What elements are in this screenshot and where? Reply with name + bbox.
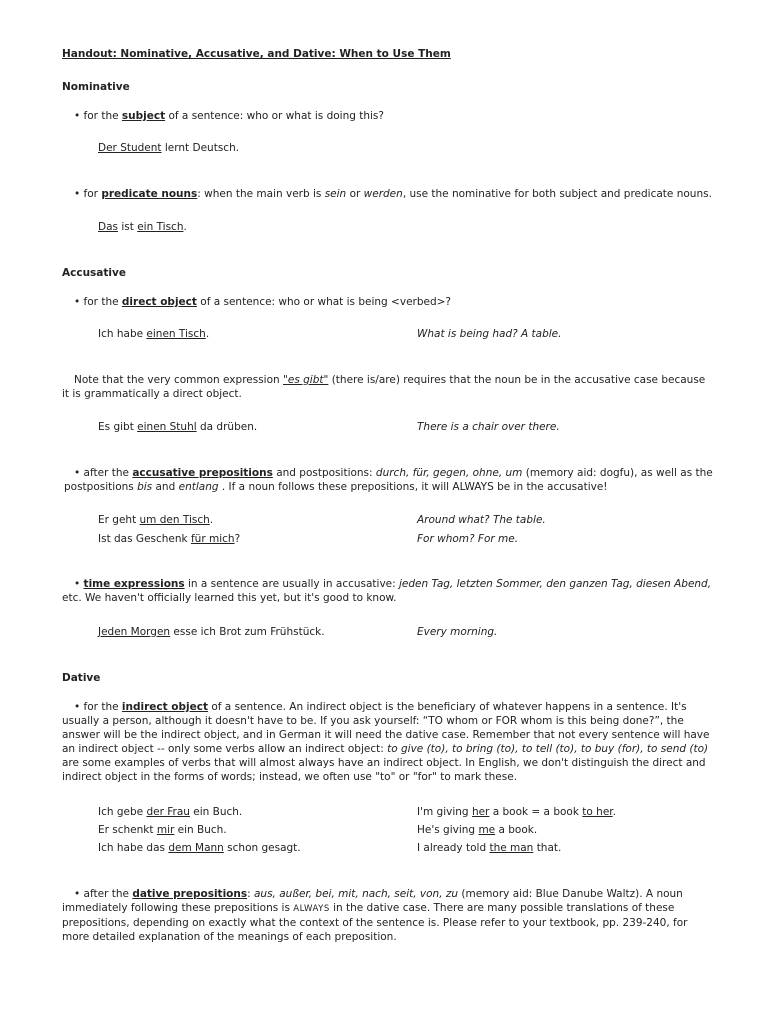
text: or — [349, 188, 361, 200]
example-text: ein Buch. — [193, 806, 243, 818]
example-text: lernt Deutsch. — [164, 142, 240, 154]
example-highlight: einen Tisch — [146, 328, 206, 340]
term-accusative-prepositions: accusative prepositions — [132, 467, 273, 479]
example-das-ist — [98, 220, 187, 234]
word-werden: werden — [363, 188, 403, 200]
section-heading-dative: Dative — [62, 672, 101, 684]
bullet-glyph: • — [74, 296, 81, 308]
example-highlight: Der Student — [98, 142, 162, 154]
bullet-glyph: • — [74, 578, 81, 590]
term-time-expressions: time expressions — [83, 578, 185, 590]
bullet-glyph: • — [74, 888, 81, 900]
time-examples: jeden Tag, letzten Sommer, den ganzen Tag, diesen Abend, — [399, 578, 712, 590]
term-direct-object: direct object — [121, 296, 197, 308]
text: for the — [83, 110, 119, 122]
example-highlight: einen Stuhl — [137, 421, 197, 433]
bullet-glyph: • — [74, 188, 81, 200]
term-indirect-object: indirect object — [121, 701, 208, 713]
text: for — [83, 188, 98, 200]
example-highlight: der Frau — [146, 806, 190, 818]
term-dative-prepositions: dative prepositions — [132, 888, 248, 900]
text: Note that the very common expression — [74, 374, 280, 386]
translation: What is being had? A table. — [417, 328, 562, 340]
example-text: schon gesagt. — [227, 842, 301, 854]
example-geschenk — [98, 532, 240, 546]
translation: Around what? The table. — [417, 514, 546, 526]
example-er-geht — [98, 513, 213, 527]
word-bis: bis — [137, 481, 153, 493]
example-ich-gebe — [98, 805, 242, 819]
text: of a sentence: who or what is being <verbed>? — [200, 296, 452, 308]
example-text: . — [183, 221, 187, 233]
preposition-list: durch, für, gegen, ohne, um — [375, 467, 523, 479]
text: in the dative case. There are many possible translations of these prepositions, depending on exactly what the context of the sentence is. Please refer to your textbook, pp. 239-240, for more detailed explanation of the meanings of each preposition. — [62, 902, 688, 943]
text: and — [155, 481, 176, 493]
page-title: Handout: Nominative, Accusative, and Dative: When to Use Them — [62, 48, 451, 60]
accusative-bullet-time-expressions — [62, 577, 712, 605]
example-text: Es gibt — [98, 421, 134, 433]
translation: There is a chair over there. — [417, 421, 560, 433]
text: : when the main verb is — [197, 188, 322, 200]
nominative-bullet-predicate — [74, 187, 724, 201]
es-gibt-quote: "es gibt" — [283, 374, 329, 386]
example-text: Ich habe — [98, 328, 144, 340]
translation: For whom? For me. — [417, 533, 519, 545]
verb-examples: to give (to), to bring (to), to tell (to), to buy (for), to send (to) — [387, 743, 709, 755]
bullet-glyph: • — [74, 467, 81, 479]
term-subject: subject — [121, 110, 166, 122]
text: in a sentence are usually in accusative: — [187, 578, 396, 590]
example-highlight: Das — [98, 221, 118, 233]
translation: I'm giving her a book = a book to her. — [417, 806, 616, 818]
example-text: Er schenkt — [98, 824, 154, 836]
example-text: Ich gebe — [98, 806, 144, 818]
example-highlight: um den Tisch — [139, 514, 210, 526]
example-highlight: mir — [156, 824, 175, 836]
example-jeden-morgen — [98, 625, 325, 639]
text: (memory aid: dogfu), as well as the postpositions — [64, 467, 713, 493]
example-text: da drüben. — [200, 421, 258, 433]
bullet-glyph: • — [74, 110, 81, 122]
example-er-schenkt — [98, 823, 227, 837]
example-text: Ich habe das — [98, 842, 165, 854]
translation: He's giving me a book. — [417, 824, 538, 836]
example-highlight: dem Mann — [168, 842, 224, 854]
example-highlight: Jeden Morgen — [98, 626, 171, 638]
example-highlight: für mich — [190, 533, 235, 545]
text: and postpositions: — [276, 467, 373, 479]
text: for the — [83, 701, 119, 713]
text: . If a noun follows these prepositions, it will ALWAYS be in the accusative! — [221, 481, 608, 493]
text: , use the nominative for both subject and predicate nouns. — [402, 188, 712, 200]
text: after the — [83, 888, 129, 900]
example-highlight: ein Tisch — [137, 221, 184, 233]
accusative-bullet-direct-object — [74, 295, 722, 309]
translation: Every morning. — [417, 626, 498, 638]
example-text: esse ich Brot zum Frühstück. — [173, 626, 325, 638]
term-predicate-nouns: predicate nouns — [101, 188, 198, 200]
example-text: Er geht — [98, 514, 137, 526]
nominative-bullet-subject — [74, 109, 722, 123]
section-heading-nominative: Nominative — [62, 81, 130, 93]
example-ich-habe-das — [98, 841, 301, 855]
example-text: ? — [234, 533, 241, 545]
example-der-student — [98, 141, 239, 155]
dative-bullet-prepositions: • after the dative prepositions: aus, außer, bei, mit, nach, seit, von, zu (memory aid: Blue Danube Waltz). A noun immediately following these prepositions is ALWAYS in the dative case. There are many possible translations of these prepositions, depending on exactly what the context of the sentence is. Please refer to your textbook, pp. 239-240, for more detailed explanation of the meanings of each preposition. — [62, 888, 688, 943]
accusative-note-es-gibt — [62, 373, 710, 401]
text: (there is/are) requires that the noun be in the accusative case because it is grammatically a direct object. — [62, 374, 706, 400]
bullet-glyph: • — [74, 701, 81, 713]
example-text: Ist das Geschenk — [98, 533, 188, 545]
text: (memory aid: Blue Danube Waltz). A noun immediately following these prepositions is — [62, 888, 683, 914]
dative-bullet-indirect-object — [62, 700, 712, 784]
word-entlang: entlang — [178, 481, 219, 493]
example-es-gibt — [98, 420, 257, 434]
example-text: . — [205, 328, 210, 340]
word-sein: sein — [324, 188, 347, 200]
example-text: ein Buch. — [177, 824, 227, 836]
text: after the — [83, 467, 129, 479]
accusative-bullet-prepositions — [64, 466, 714, 494]
text: of a sentence: who or what is doing this? — [168, 110, 384, 122]
text: for the — [83, 296, 119, 308]
text: are some examples of verbs that will almost always have an indirect object. In English, we don't distinguish the direct and indirect object in the forms of words; instead, we often use "to" or "for" to mark these. — [62, 757, 706, 783]
word-always: ALWAYS — [293, 904, 330, 914]
preposition-list: aus, außer, bei, mit, nach, seit, von, zu — [254, 888, 459, 900]
example-text: ist — [121, 221, 134, 233]
text: etc. We haven't officially learned this yet, but it's good to know. — [62, 592, 397, 604]
example-text: . — [209, 514, 214, 526]
example-ich-habe — [98, 327, 209, 341]
section-heading-accusative: Accusative — [62, 267, 126, 279]
translation: I already told the man that. — [417, 842, 562, 854]
text: of a sentence. An indirect object is the beneficiary of whatever happens in a sentence. It's usually a person, although it doesn't have to be. If you ask yourself: “TO whom or FOR whom is this being done?”, the answer will be the indirect object, and in German it will need the dative case. Remember that not every sentence will have an indirect object -- only some verbs allow an indirect object: — [62, 701, 710, 755]
